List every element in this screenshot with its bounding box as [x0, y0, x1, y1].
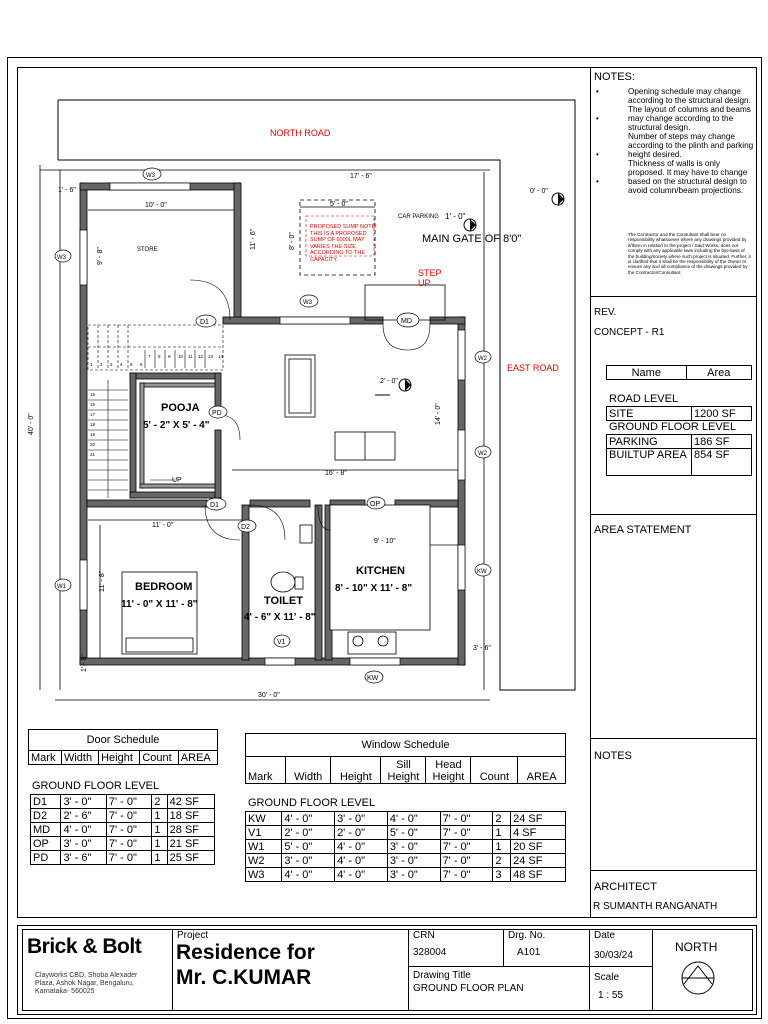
stair-number: 20 [90, 442, 96, 447]
cell: 3' - 0" [387, 854, 440, 868]
door-schedule-level: GROUND FLOOR LEVEL [32, 780, 160, 792]
cell: 4' - 0" [282, 812, 335, 826]
dim-3-6: 3' - 6" [473, 645, 491, 652]
area-statement: AREA STATEMENT [594, 524, 692, 536]
header-cell: Height [331, 757, 381, 784]
cell: 2 [152, 795, 167, 809]
dim-0-0: 0' - 0" [530, 188, 548, 195]
header-cell: Height [99, 751, 140, 765]
note-item: The layout of columns and beams may change according to the structural design. [628, 105, 751, 132]
cell: 2' - 0" [282, 826, 335, 840]
area-site [606, 406, 752, 421]
header-cell: Mark [29, 751, 62, 765]
drawing-title-value: GROUND FLOOR PLAN [413, 983, 524, 994]
cell: 4' - 0" [61, 823, 106, 837]
label-step: STEP [418, 268, 442, 278]
tag-w2: W2 [478, 356, 487, 362]
header-cell: Width [61, 751, 98, 765]
cell: 7' - 0" [440, 812, 493, 826]
dim-10-0: 10' - 0" [145, 202, 167, 209]
cell: 7' - 0" [440, 868, 493, 882]
cell: 1 [493, 826, 511, 840]
cell: 854 SF [692, 449, 752, 476]
cell: KW [246, 812, 282, 826]
header-cell: Head Height [426, 757, 471, 784]
stair-number: 19 [90, 432, 96, 437]
dim-40-0: 40' - 0" [28, 413, 35, 435]
cell: W1 [246, 840, 282, 854]
tag-d1: D1 [210, 502, 219, 509]
cell: MD [31, 823, 61, 837]
tag-pd: PD [212, 410, 222, 417]
bullet: • [596, 177, 599, 186]
table-row [31, 809, 215, 823]
header-cell: Mark [246, 757, 286, 784]
brand-address: Clayworks CBD, Shoba Alexader Plaza, Ashok Nagar, Bengaluru, Karnataka- 560025 [35, 972, 138, 995]
dim-16-8: 16' - 8" [325, 470, 347, 477]
header-cell: Count [140, 751, 178, 765]
cell: 3' - 6" [61, 851, 106, 865]
tag-kw: KW [477, 569, 487, 575]
room-toilet-size: 4' - 6" X 11' - 8" [244, 612, 316, 623]
note-item: Opening schedule may change according to the structural design. [628, 87, 751, 105]
bullet: • [596, 150, 599, 159]
table-row [607, 435, 752, 449]
dim-9-10: 9' - 10" [374, 538, 396, 545]
cell: 4 SF [511, 826, 566, 840]
cell: 24 SF [511, 854, 566, 868]
stair-number: 2 [100, 362, 103, 367]
table-row [246, 868, 566, 882]
room-bedroom: BEDROOM [135, 581, 193, 593]
stair-number: 14 [218, 354, 224, 359]
tag-d1: D1 [200, 319, 209, 326]
header-cell: Width [286, 757, 331, 784]
bullet: • [596, 87, 599, 96]
stair-number: 9 [168, 354, 171, 359]
cell: 25 SF [167, 851, 214, 865]
cell: OP [31, 837, 61, 851]
dim-1-6: 1' - 6" [58, 187, 76, 194]
drawing-title-label: Drawing Title [413, 970, 471, 981]
road-level: ROAD LEVEL [609, 393, 679, 405]
cell: 24 SF [511, 812, 566, 826]
label-car-parking-dim: 1' - 0" [445, 212, 466, 221]
divider [503, 929, 504, 967]
cell: 2' - 6" [61, 809, 106, 823]
date-value: 30/03/24 [594, 950, 633, 961]
dim-11-6: 11' - 6" [250, 228, 257, 250]
cell: 7' - 0" [106, 809, 151, 823]
dim-17-6: 17' - 6" [350, 173, 372, 180]
stair-number: 17 [90, 412, 96, 417]
tag-v1: V1 [277, 639, 286, 646]
header-cell: Sill Height [381, 757, 426, 784]
dim-14-0: 14' - 0" [435, 403, 442, 425]
window-schedule-header [246, 757, 566, 784]
divider [408, 929, 409, 1011]
table-row [31, 823, 215, 837]
divider [590, 296, 757, 297]
dim-30-0: 30' - 0" [258, 692, 280, 699]
bullet: • [596, 114, 599, 123]
cell: 3' - 0" [61, 795, 106, 809]
table-row [607, 407, 752, 421]
door-schedule [28, 729, 218, 765]
door-schedule-header [29, 751, 218, 765]
cell: 5' - 0" [282, 840, 335, 854]
stair-number: 21 [90, 452, 96, 457]
header-cell: Count [471, 757, 518, 784]
stair-number: 7 [148, 354, 151, 359]
notes-title: NOTES: [594, 71, 635, 83]
cell: 3' - 0" [61, 837, 106, 851]
tag-kw: KW [367, 675, 379, 682]
cell: 2 [493, 812, 511, 826]
room-kitchen: KITCHEN [356, 565, 405, 577]
divider [172, 929, 173, 1011]
header-cell: Name [607, 366, 687, 380]
rev-value: CONCEPT - R1 [594, 327, 665, 338]
cell: 3' - 0" [387, 868, 440, 882]
note-item: Thickness of walls is only proposed. It may have to change based on the structural design to avoid column/beam projections. [628, 159, 748, 195]
rev-title: REV. [594, 307, 617, 318]
table-row [246, 854, 566, 868]
cell: D1 [31, 795, 61, 809]
cell: 7' - 0" [106, 795, 151, 809]
stair-number: 1 [90, 362, 93, 367]
cell: 4' - 0" [335, 840, 388, 854]
cell: 3' - 0" [387, 840, 440, 854]
cell: 1 [152, 809, 167, 823]
window-schedule-rows [245, 811, 566, 882]
table-row [607, 449, 752, 476]
dim-2-0: 2' - 0" [380, 378, 398, 385]
scale-label: Scale [594, 972, 620, 983]
cell: PD [31, 851, 61, 865]
stair-number: 3 [110, 362, 113, 367]
cell: PARKING [607, 435, 692, 449]
dim-11-8: 11' - 8" [99, 570, 106, 592]
tag-d2: D2 [241, 524, 250, 531]
window-schedule-title: Window Schedule [246, 734, 566, 757]
tag-w1: W1 [57, 584, 66, 590]
label-main-gate: MAIN GATE OF 8'0" [422, 233, 522, 245]
project-line2: Mr. C.KUMAR [176, 966, 312, 989]
divider [590, 870, 757, 871]
cell: 7' - 0" [106, 823, 151, 837]
tag-op: OP [370, 501, 381, 508]
disclaimer: The Contractor and the Consultant shall bear no responsibility whatsoever where any drawings provided by it/them in relation to the project / Said Works, does not comply with any applicable laws including the bye-laws of the building/society where such project is situated. Further, it is clarified that it shall be the responsibility of the Owner to ensure any and all compliance of the drawings provided by the Contractor/Consultant. [628, 232, 751, 275]
dim-5-0: 5' - 0" [330, 201, 348, 208]
north-arrow-icon [678, 960, 718, 996]
drg-value: A101 [517, 947, 541, 958]
cell: 18 SF [167, 809, 214, 823]
divider [590, 514, 757, 515]
cell: W3 [246, 868, 282, 882]
stair-number: 6 [140, 362, 143, 367]
cell: 4' - 0" [335, 868, 388, 882]
notes-list [594, 87, 754, 195]
cell: 1 [493, 840, 511, 854]
dim-9-8: 9' - 8" [97, 247, 104, 265]
project-label: Project [177, 930, 209, 941]
cell: 5' - 0" [387, 826, 440, 840]
cell: 4' - 0" [387, 812, 440, 826]
window-schedule-level: GROUND FLOOR LEVEL [248, 797, 376, 809]
stair-number: 11 [188, 354, 193, 359]
cell: 48 SF [511, 868, 566, 882]
label-north-road: NORTH ROAD [270, 128, 331, 138]
header-cell: AREA [178, 751, 217, 765]
stair-number: 8 [158, 354, 161, 359]
area-ground-rows [606, 434, 752, 476]
cell: 1 [152, 851, 167, 865]
cell: BUILTUP AREA [607, 449, 692, 476]
cell: 21 SF [167, 837, 214, 851]
cell: 42 SF [167, 795, 214, 809]
cell: V1 [246, 826, 282, 840]
window-schedule [245, 733, 566, 784]
stair-number: 16 [90, 402, 96, 407]
room-kitchen-size: 8' - 10" X 11' - 8" [335, 583, 413, 594]
cell: 3' - 0" [335, 812, 388, 826]
cell: 3 [493, 868, 511, 882]
label-car-parking: CAR PARKING [398, 214, 439, 220]
cell: 1 [152, 837, 167, 851]
dim-11-0: 11' - 0" [152, 522, 174, 529]
area-table-header [606, 365, 752, 380]
room-bedroom-size: 11' - 0" X 11' - 8" [121, 599, 198, 610]
tag-w3: W3 [57, 255, 66, 261]
table-row [246, 826, 566, 840]
architect-title: ARCHITECT [594, 881, 657, 893]
label-up: UP [172, 477, 182, 484]
drg-label: Drg. No. [508, 930, 546, 941]
divider [590, 738, 757, 739]
stair-number: 13 [208, 354, 214, 359]
room-toilet: TOILET [264, 595, 303, 607]
cell: 7' - 0" [106, 837, 151, 851]
stair-number: 18 [90, 422, 96, 427]
divider [408, 966, 652, 967]
table-row [31, 851, 215, 865]
label-east-road: EAST ROAD [507, 363, 559, 373]
cell: 2' - 0" [335, 826, 388, 840]
staircase [88, 325, 223, 498]
cell: 28 SF [167, 823, 214, 837]
divider [652, 929, 653, 1011]
stair-number: 15 [90, 392, 96, 397]
tag-w3: W3 [303, 300, 312, 306]
stair-number: 4 [120, 362, 123, 367]
cell: 2 [493, 854, 511, 868]
cell: 1 [152, 823, 167, 837]
stair-number: 12 [198, 354, 204, 359]
cell: 7' - 0" [106, 851, 151, 865]
stair-number: 10 [178, 354, 184, 359]
crn-label: CRN [413, 930, 435, 941]
cell: 7' - 0" [440, 854, 493, 868]
tag-w3: W3 [146, 173, 155, 179]
table-row [31, 795, 215, 809]
door-schedule-rows [30, 794, 215, 865]
north-label: NORTH [675, 940, 718, 954]
main-door-swing [383, 324, 430, 350]
room-store: STORE [137, 247, 158, 253]
cell: 1200 SF [692, 407, 752, 421]
tag-md: MD [401, 318, 412, 325]
door-schedule-title: Door Schedule [29, 730, 218, 751]
brand-logo: Brick & Bolt [27, 935, 142, 958]
cell: W2 [246, 854, 282, 868]
stair-number: 5 [130, 362, 133, 367]
table-row [246, 840, 566, 854]
cell: D2 [31, 809, 61, 823]
cell: 4' - 0" [335, 854, 388, 868]
note-item: Number of steps may change according to the plinth and parking height desired. [628, 132, 754, 159]
room-pooja: POOJA [161, 402, 200, 414]
cell: SITE [607, 407, 692, 421]
table-row [31, 837, 215, 851]
dim-1-8: 1' - 8" [81, 654, 88, 672]
sump-note: PROPOSED SUMP NOTE: THIS IS A PROPOSED SUMP OF 6000L MAY VARIES THE SIZE ACCORDING TO THE CAPACITY. [310, 224, 377, 263]
date-label: Date [594, 930, 616, 941]
header-cell: Area [686, 366, 751, 380]
cell: 7' - 0" [440, 840, 493, 854]
divider [589, 929, 590, 1011]
cell: 3' - 0" [282, 854, 335, 868]
room-pooja-size: 5' - 2" X 5' - 4" [143, 420, 210, 431]
tag-w2: W2 [478, 451, 487, 457]
table-row [246, 812, 566, 826]
project-line1: Residence for [176, 941, 315, 964]
area-ground-floor-level: GROUND FLOOR LEVEL [609, 421, 737, 433]
cell: 7' - 0" [440, 826, 493, 840]
scale-value: 1 : 55 [598, 990, 624, 1001]
notes2-title: NOTES [594, 750, 632, 762]
label-up-red: UP [418, 278, 431, 288]
cell: 186 SF [692, 435, 752, 449]
cell: 20 SF [511, 840, 566, 854]
architect-name: R SUMANTH RANGANATH [593, 901, 718, 912]
header-cell: AREA [518, 757, 566, 784]
stair-numbers [90, 354, 224, 457]
dim-8-0: 8' - 0" [289, 232, 296, 250]
crn-value: 328004 [413, 947, 447, 958]
cell: 4' - 0" [282, 868, 335, 882]
